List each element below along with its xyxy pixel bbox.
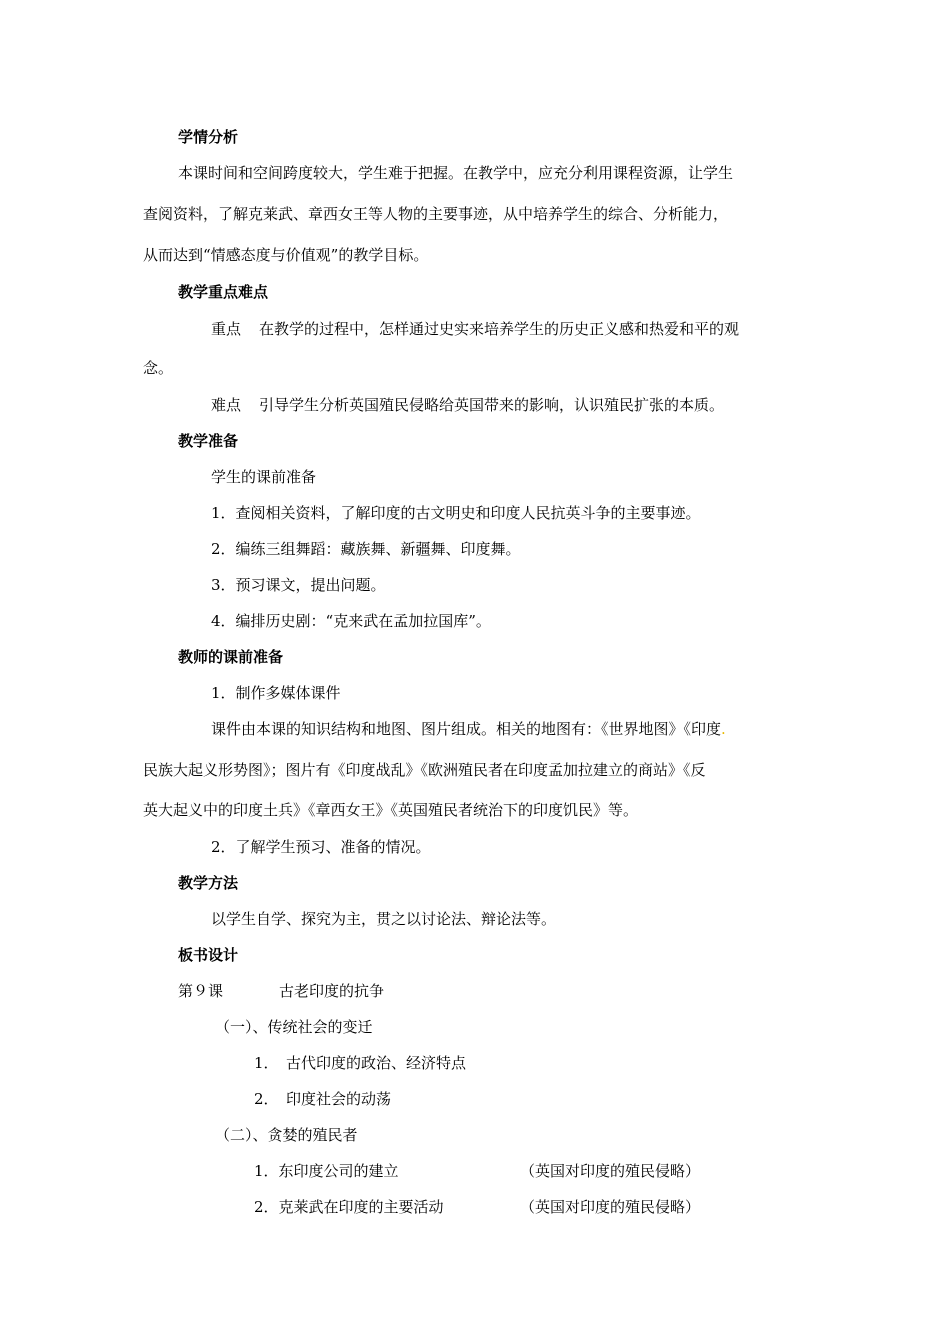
list-item: 3．预习课文，提出问题。 [211,576,386,594]
heading-key-points: 教学重点难点 [178,283,269,301]
heading-method: 教学方法 [178,874,239,892]
list-item: 2．了解学生预习、准备的情况。 [211,838,431,856]
key-point-line [211,318,739,340]
student-prep-title: 学生的课前准备 [211,468,317,486]
key-text: 在教学的过程中，怎样通过史实来培养学生的历史正义感和热爱和平的观 [259,320,740,338]
board-item-note: （英国对印度的殖民侵略） [520,1162,701,1180]
paragraph-line: 英大起义中的印度土兵》《章西女王》《英国殖民者统治下的印度饥民》等。 [143,801,639,819]
difficult-label: 难点 [211,396,242,414]
board-item-note: （英国对印度的殖民侵略） [520,1198,701,1216]
difficult-point-line [211,394,724,416]
board-part-2: （二）、贪婪的殖民者 [215,1126,358,1144]
board-item: 1． 古代印度的政治、经济特点 [254,1054,467,1072]
paragraph-line: 查阅资料，了解克莱武、章西女王等人物的主要事迹，从中培养学生的综合、分析能力， [143,205,729,223]
board-item [254,1196,714,1218]
paragraph-line: 民族大起义形势图》；图片有《印度战乱》《欧洲殖民者在印度孟加拉建立的商站》《反 [143,761,706,779]
heading-preparation: 教学准备 [178,432,239,450]
method-text: 以学生自学、探究为主，贯之以讨论法、辩论法等。 [211,910,557,928]
paragraph-line: 从而达到“情感态度与价值观”的教学目标。 [143,246,429,264]
board-item [254,1160,714,1182]
heading-board: 板书设计 [178,946,239,964]
key-point-continuation: 念。 [143,359,174,377]
lesson-title: 古老印度的抗争 [279,982,385,1000]
paragraph-line: 本课时间和空间跨度较大，学生难于把握。在教学中，应充分利用课程资源，让学生 [178,164,734,182]
board-item-text: 2．克莱武在印度的主要活动 [254,1198,444,1216]
key-label: 重点 [211,320,242,338]
board-part-1: （一）、传统社会的变迁 [215,1018,373,1036]
list-item: 1．制作多媒体课件 [211,684,341,702]
board-item: 2． 印度社会的动荡 [254,1090,392,1108]
list-item: 2．编练三组舞蹈：藏族舞、新疆舞、印度舞。 [211,540,521,558]
list-item: 1．查阅相关资料，了解印度的古文明史和印度人民抗英斗争的主要事迹。 [211,504,701,522]
difficult-text: 引导学生分析英国殖民侵略给英国带来的影响，认识殖民扩张的本质。 [259,396,725,414]
heading-teacher-prep: 教师的课前准备 [178,648,284,666]
courseware-text: 课件由本课的知识结构和地图、图片组成。相关的地图有：《世界地图》《印度 [211,720,722,738]
paragraph-line [211,718,726,740]
heading-analysis: 学情分析 [178,128,239,146]
lesson-number: 第９课 [178,982,224,1000]
board-item-text: 1．东印度公司的建立 [254,1162,399,1180]
lesson-line [178,980,384,1002]
highlight-dot: . [721,720,726,738]
list-item: 4．编排历史剧：“克来武在孟加拉国库”。 [211,612,491,630]
